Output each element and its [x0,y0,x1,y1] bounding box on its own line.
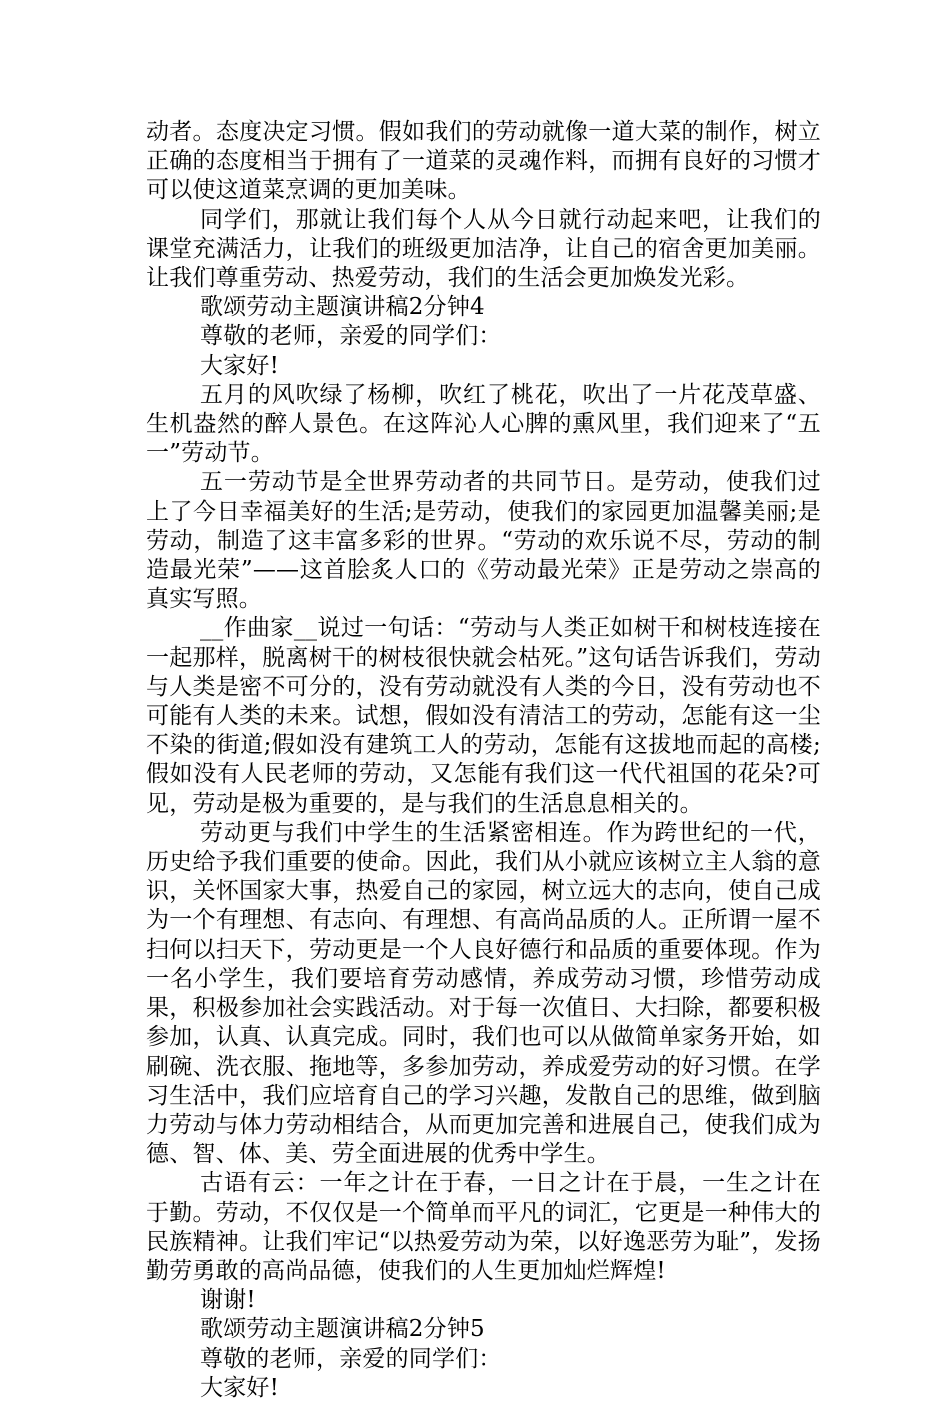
paragraph: 古语有云：一年之计在于春，一日之计在于晨，一生之计在于勤。劳动，不仅仅是一个简单而平凡的词汇，它更是一种伟大的民族精神。让我们牢记“以热爱劳动为荣，以好逸恶劳为耻”，发扬勤劳勇敢的高尚品德，使我们的人生更加灿烂辉煌! [146,1170,821,1284]
paragraph: 五月的风吹绿了杨柳，吹红了桃花，吹出了一片花茂草盛、生机盎然的醉人景色。在这阵沁人心脾的熏风里，我们迎来了“五一”劳动节。 [146,381,821,467]
document-body [146,118,821,1403]
paragraph-continuation: 动者。态度决定习惯。假如我们的劳动就像一道大菜的制作，树立正确的态度相当于拥有了一道菜的灵魂作料，而拥有良好的习惯才可以使这道菜烹调的更加美味。 [146,119,821,204]
greeting: 大家好! [200,352,280,379]
greeting: 大家好! [200,1374,280,1401]
salutation: 尊敬的老师，亲爱的同学们： [200,323,502,350]
closing-thanks: 谢谢! [200,1287,256,1314]
paragraph: 劳动更与我们中学生的生活紧密相连。作为跨世纪的一代，历史给予我们重要的使命。因此，我们从小就应该树立主人翁的意识，关怀国家大事，热爱自己的家园，树立远大的志向，使自己成为一个有理想、有志向、有理想、有高尚品质的人。正所谓一屋不扫何以扫天下，劳动更是一个人良好德行和品质的重要体现。作为一名小学生，我们要培育劳动感情，养成劳动习惯，珍惜劳动成果，积极参加社会实践活动。对于每一次值日、大扫除，都要积极参加，认真、认真完成。同时，我们也可以从做简单家务开始，如刷碗、洗衣服、拖地等，多参加劳动，养成爱劳动的好习惯。在学习生活中，我们应培育自己的学习兴趣，发散自己的思维，做到脑力劳动与体力劳动相结合，从而更加完善和进展自己，使我们成为德、智、体、美、劳全面进展的优秀中学生。 [146,819,821,1168]
section-heading: 歌颂劳动主题演讲稿2分钟5 [200,1316,485,1343]
section-heading: 歌颂劳动主题演讲稿2分钟4 [200,294,485,321]
paragraph: __作曲家__说过一句话：“劳动与人类正如树干和树枝连接在一起那样，脱离树干的树枝很快就会枯死。”这句话告诉我们，劳动与人类是密不可分的，没有劳动就没有人类的今日，没有劳动也不可能有人类的未来。试想，假如没有清洁工的劳动，怎能有这一尘不染的街道;假如没有建筑工人的劳动，怎能有这拔地而起的高楼;假如没有人民老师的劳动，又怎能有我们这一代代祖国的花朵?可见，劳动是极为重要的，是与我们的生活息息相关的。 [146,615,821,817]
salutation: 尊敬的老师，亲爱的同学们： [200,1345,502,1372]
paragraph: 同学们，那就让我们每个人从今日就行动起来吧，让我们的课堂充满活力，让我们的班级更加洁净，让自己的宿舍更加美丽。让我们尊重劳动、热爱劳动，我们的生活会更加焕发光彩。 [146,206,821,292]
paragraph: 五一劳动节是全世界劳动者的共同节日。是劳动，使我们过上了今日幸福美好的生活;是劳动，使我们的家园更加温馨美丽;是劳动，制造了这丰富多彩的世界。“劳动的欢乐说不尽，劳动的制造最光荣”——这首脍炙人口的《劳动最光荣》正是劳动之崇高的真实写照。 [146,469,821,613]
